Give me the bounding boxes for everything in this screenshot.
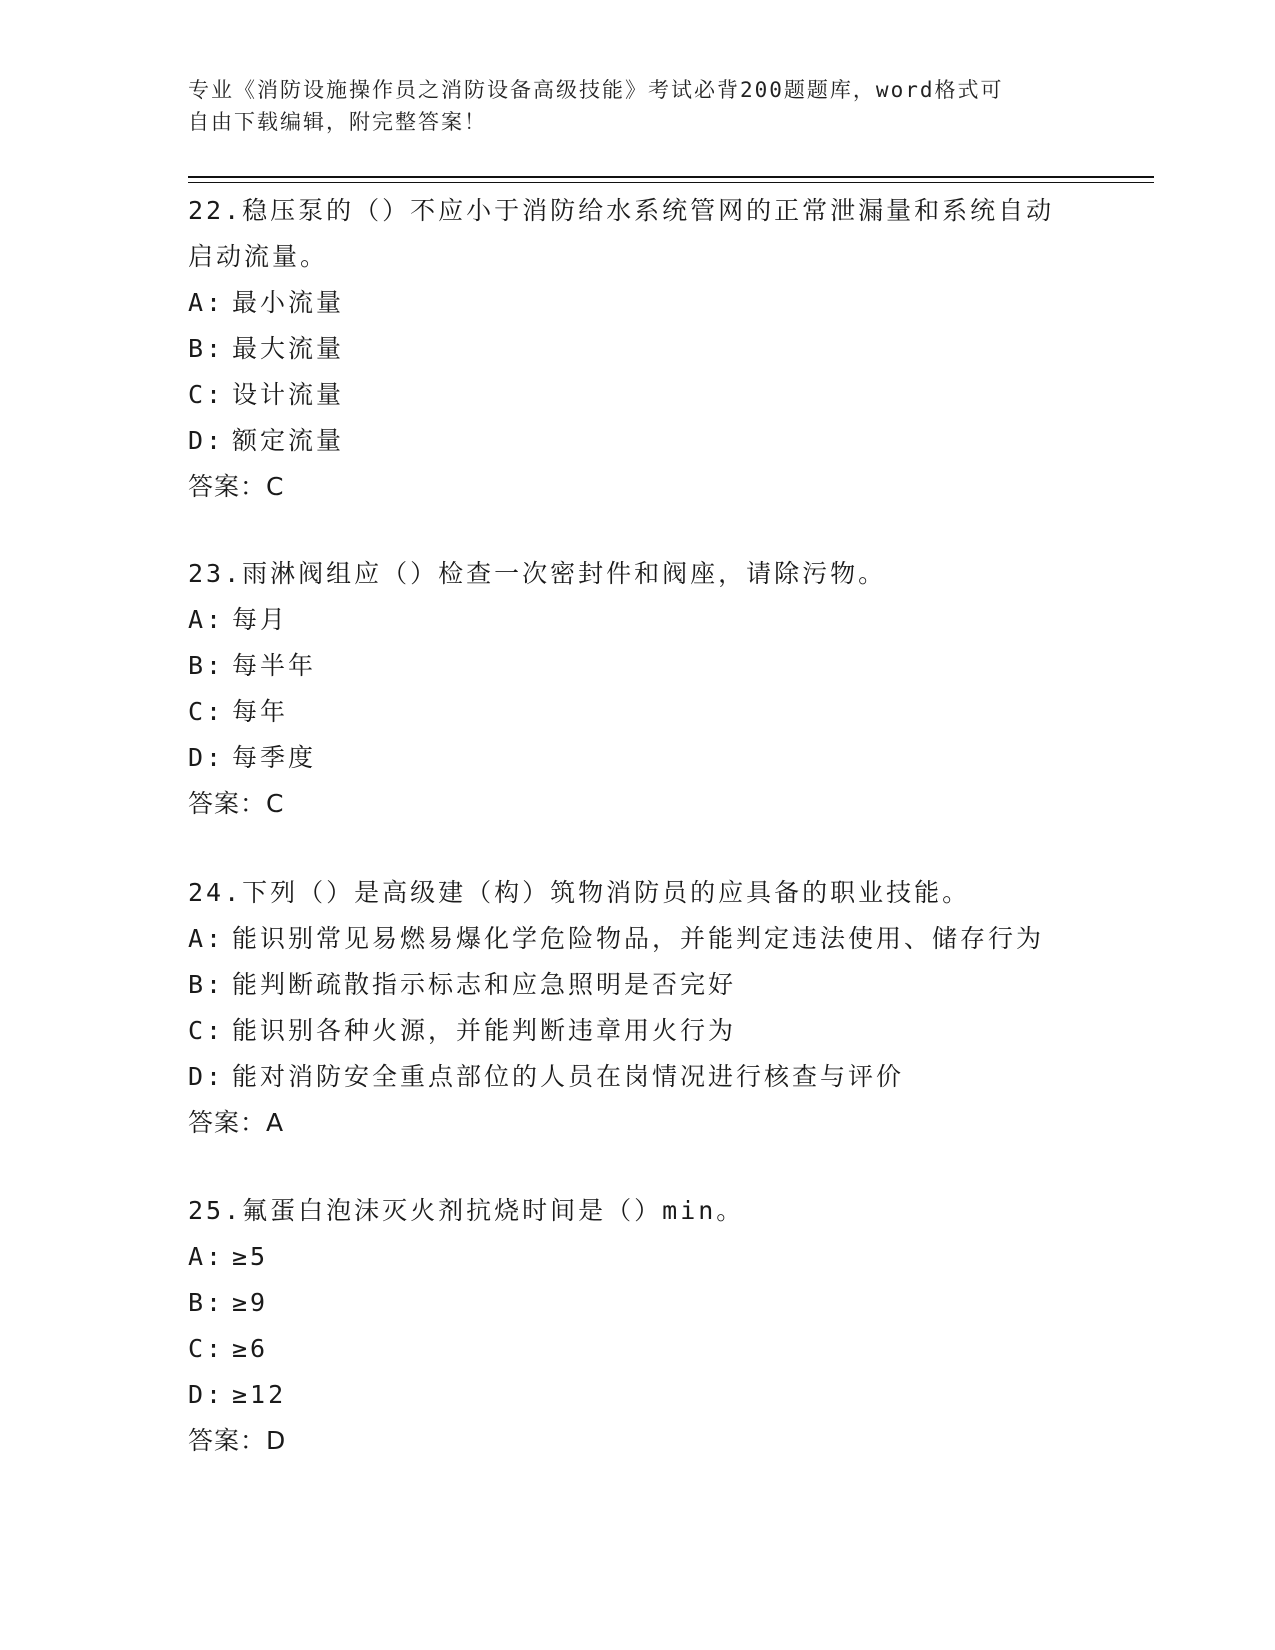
option-text: ≥12: [232, 1380, 287, 1409]
option-key: C:: [188, 380, 225, 409]
answer-line: 答案：A: [188, 1108, 285, 1137]
option-key: A:: [188, 605, 225, 634]
option-key: D:: [188, 426, 225, 455]
option-key: B:: [188, 651, 225, 680]
option-c: [188, 1008, 1088, 1054]
option-text: 最大流量: [232, 334, 345, 363]
option-key: A:: [188, 288, 225, 317]
option-key: C:: [188, 697, 225, 726]
header-divider-thin: [188, 182, 1154, 183]
option-a: [188, 1234, 1088, 1280]
option-key: D:: [188, 743, 225, 772]
option-text: 设计流量: [232, 380, 345, 409]
option-text: ≥9: [232, 1288, 269, 1317]
answer-line: 答案：D: [188, 1426, 287, 1455]
option-d: [188, 1054, 1088, 1100]
question-22: [188, 188, 1088, 510]
option-key: D:: [188, 1380, 225, 1409]
header-line-2: 自由下载编辑，附完整答案！: [188, 110, 487, 134]
option-b: [188, 1280, 1088, 1326]
option-text: 每年: [232, 697, 289, 726]
option-text: ≥5: [232, 1242, 269, 1271]
option-text: 能识别各种火源，并能判断违章用火行为: [232, 1016, 737, 1045]
question-24: [188, 870, 1088, 1146]
option-b: [188, 962, 1088, 1008]
option-key: B:: [188, 1288, 225, 1317]
document-header: [188, 74, 1068, 138]
option-c: [188, 689, 1088, 735]
option-text: 能识别常见易燃易爆化学危险物品，并能判定违法使用、储存行为: [232, 924, 1045, 953]
option-key: B:: [188, 970, 225, 999]
option-a: [188, 916, 1088, 962]
option-b: [188, 643, 1088, 689]
option-key: D:: [188, 1062, 225, 1091]
option-a: [188, 280, 1088, 326]
option-key: A:: [188, 924, 225, 953]
option-text: 能判断疏散指示标志和应急照明是否完好: [232, 970, 737, 999]
option-d: [188, 418, 1088, 464]
option-b: [188, 326, 1088, 372]
header-line-1: 专业《消防设施操作员之消防设备高级技能》考试必背200题题库，word格式可: [188, 78, 1004, 102]
question-stem: 25.氟蛋白泡沫灭火剂抗烧时间是（）min。: [188, 1196, 745, 1225]
option-text: ≥6: [232, 1334, 269, 1363]
option-key: C:: [188, 1016, 225, 1045]
option-c: [188, 1326, 1088, 1372]
option-key: B:: [188, 334, 225, 363]
question-25: [188, 1188, 1088, 1464]
option-text: 每季度: [232, 743, 317, 772]
question-stem: 22.稳压泵的（）不应小于消防给水系统管网的正常泄漏量和系统自动: [188, 196, 1055, 225]
question-stem: 23.雨淋阀组应（）检查一次密封件和阀座，请除污物。: [188, 559, 887, 588]
question-stem: 24.下列（）是高级建（构）筑物消防员的应具备的职业技能。: [188, 878, 971, 907]
question-stem-continued: 启动流量。: [188, 242, 329, 271]
option-key: C:: [188, 1334, 225, 1363]
option-text: 每月: [232, 605, 289, 634]
option-d: [188, 1372, 1088, 1418]
question-23: [188, 551, 1088, 827]
option-key: A:: [188, 1242, 225, 1271]
option-text: 最小流量: [232, 288, 345, 317]
option-a: [188, 597, 1088, 643]
option-d: [188, 735, 1088, 781]
option-text: 每半年: [232, 651, 317, 680]
option-c: [188, 372, 1088, 418]
option-text: 能对消防安全重点部位的人员在岗情况进行核查与评价: [232, 1062, 905, 1091]
option-text: 额定流量: [232, 426, 345, 455]
answer-line: 答案：C: [188, 789, 285, 818]
header-divider-thick: [188, 176, 1154, 178]
answer-line: 答案：C: [188, 472, 285, 501]
